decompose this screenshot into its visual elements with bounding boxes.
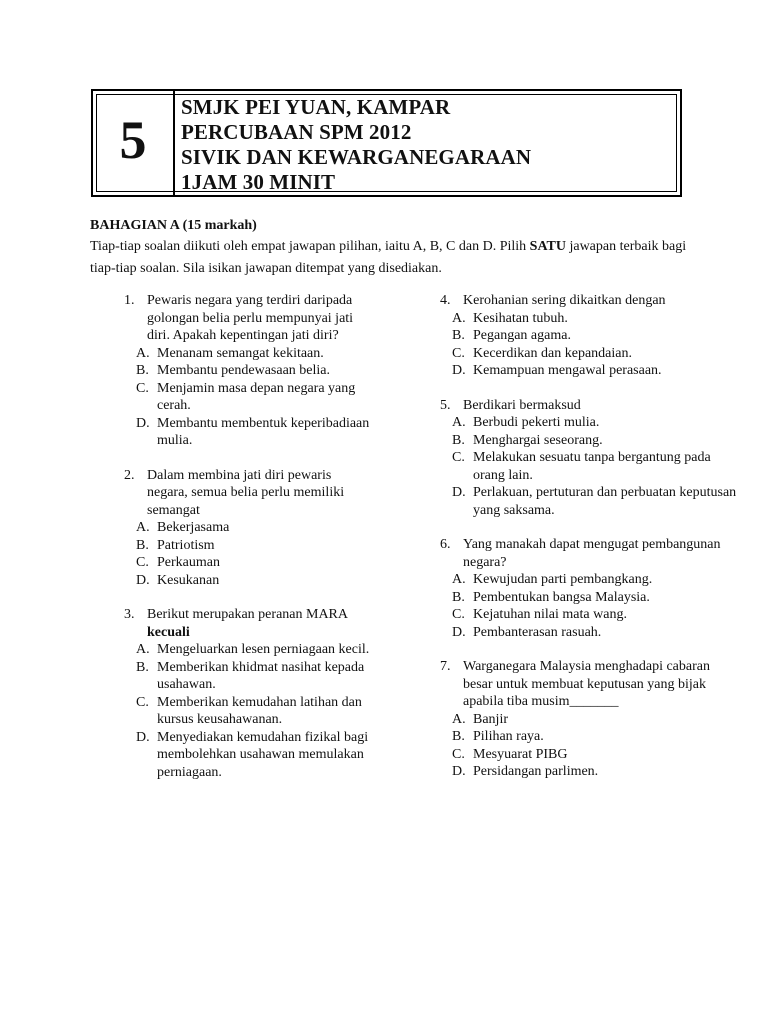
option-a bbox=[136, 641, 374, 659]
question-stem-emphasis: kecuali bbox=[147, 624, 190, 640]
option-text: Menyediakan kemudahan fizikal bagi membolehkan usahawan memulakan perniagaan. bbox=[157, 729, 369, 780]
subject-name: SIVIK DAN KEWARGANEGARAAN bbox=[181, 145, 532, 169]
option-letter: C. bbox=[452, 607, 465, 622]
option-d bbox=[136, 729, 374, 782]
instruction-text-2: jawapan terbaik bagi tiap-tiap soalan. Sila isikan jawapan ditempat yang disediakan. bbox=[90, 239, 687, 276]
option-text: Menghargai seseorang. bbox=[473, 432, 603, 448]
option-text: Membantu membentuk keperibadiaan mulia. bbox=[157, 415, 370, 448]
question-1 bbox=[124, 292, 374, 450]
option-text: Pilihan raya. bbox=[473, 729, 544, 744]
option-letter: D. bbox=[452, 624, 466, 640]
option-d bbox=[452, 763, 740, 781]
instruction-emphasis: SATU bbox=[529, 239, 566, 254]
exam-header-box bbox=[91, 89, 682, 197]
question-stem-text: Berikut merupakan peranan MARA bbox=[147, 607, 348, 622]
option-text: Membantu pendewasaan belia. bbox=[157, 363, 330, 378]
option-text: Bekerjasama bbox=[157, 520, 230, 535]
question-stem bbox=[147, 606, 374, 641]
header-titles bbox=[175, 91, 531, 195]
option-b bbox=[452, 432, 740, 450]
paper-number: 5 bbox=[93, 91, 175, 195]
option-a bbox=[452, 310, 740, 328]
option-c bbox=[136, 554, 374, 572]
question-number: 3. bbox=[124, 607, 135, 622]
option-c bbox=[452, 345, 740, 363]
option-letter: A. bbox=[452, 310, 466, 326]
option-c bbox=[452, 449, 740, 484]
option-d bbox=[452, 362, 740, 380]
option-text: Kesukanan bbox=[157, 572, 220, 588]
option-letter: C. bbox=[452, 450, 465, 465]
option-letter: A. bbox=[452, 415, 466, 430]
option-letter: B. bbox=[136, 363, 149, 378]
option-b bbox=[452, 327, 740, 345]
option-text: Melakukan sesuatu tanpa bergantung pada orang lain. bbox=[473, 450, 711, 483]
option-c bbox=[136, 694, 374, 729]
question-stem: Berdikari bermaksud bbox=[463, 397, 581, 413]
option-letter: A. bbox=[136, 642, 150, 657]
question-stem: Yang manakah dapat mengugat pembangunan negara? bbox=[463, 537, 721, 570]
option-text: Berbudi pekerti mulia. bbox=[473, 415, 600, 430]
option-text: Persidangan parlimen. bbox=[473, 764, 599, 779]
option-letter: C. bbox=[136, 694, 149, 710]
option-letter: A. bbox=[452, 572, 466, 587]
exam-name: PERCUBAAN SPM 2012 bbox=[181, 120, 412, 144]
option-letter: D. bbox=[136, 572, 150, 588]
option-letter: B. bbox=[136, 537, 149, 553]
option-letter: C. bbox=[452, 345, 465, 361]
option-a bbox=[452, 414, 740, 432]
option-letter: A. bbox=[136, 345, 150, 361]
option-letter: C. bbox=[136, 380, 149, 396]
option-letter: A. bbox=[452, 711, 466, 727]
option-b bbox=[136, 537, 374, 555]
option-letter: D. bbox=[452, 363, 466, 378]
question-stem: Pewaris negara yang terdiri daripada golongan belia perlu mempunyai jati diri. Apakah kepentingan jati diri? bbox=[147, 293, 354, 343]
option-letter: B. bbox=[136, 659, 149, 675]
option-text: Pembentukan bangsa Malaysia. bbox=[473, 589, 650, 605]
option-b bbox=[136, 362, 374, 380]
question-5 bbox=[440, 397, 740, 520]
option-text: Pembanterasan rasuah. bbox=[473, 624, 602, 640]
option-d bbox=[136, 572, 374, 590]
option-letter: C. bbox=[452, 746, 465, 762]
option-a bbox=[452, 571, 740, 589]
option-text: Perkauman bbox=[157, 555, 220, 570]
option-c bbox=[452, 746, 740, 764]
option-a bbox=[136, 519, 374, 537]
option-letter: D. bbox=[136, 729, 150, 745]
option-letter: B. bbox=[452, 589, 465, 605]
option-text: Pegangan agama. bbox=[473, 328, 571, 343]
option-d bbox=[452, 624, 740, 642]
option-text: Perlakuan, pertuturan dan perbuatan keputusan yang saksama. bbox=[473, 485, 737, 518]
question-number: 4. bbox=[440, 293, 451, 308]
option-c bbox=[136, 380, 374, 415]
option-letter: D. bbox=[452, 485, 466, 500]
option-text: Kesihatan tubuh. bbox=[473, 310, 568, 326]
question-3 bbox=[124, 606, 374, 781]
option-letter: C. bbox=[136, 555, 149, 570]
question-number: 5. bbox=[440, 397, 451, 413]
option-letter: B. bbox=[452, 328, 465, 343]
option-b bbox=[452, 589, 740, 607]
option-text: Memberikan khidmat nasihat kepada usahawan. bbox=[157, 659, 365, 692]
option-letter: B. bbox=[452, 729, 465, 744]
question-number: 7. bbox=[440, 659, 451, 674]
option-text: Kewujudan parti pembangkang. bbox=[473, 572, 653, 587]
exam-duration: 1JAM 30 MINIT bbox=[181, 170, 336, 194]
question-7 bbox=[440, 658, 740, 781]
option-b bbox=[136, 659, 374, 694]
option-letter: D. bbox=[452, 764, 466, 779]
option-b bbox=[452, 728, 740, 746]
option-d bbox=[452, 484, 740, 519]
option-letter: A. bbox=[136, 520, 150, 535]
section-instructions bbox=[90, 236, 690, 280]
question-2 bbox=[124, 467, 374, 590]
question-4 bbox=[440, 292, 740, 380]
option-text: Banjir bbox=[473, 711, 508, 727]
option-text: Patriotism bbox=[157, 537, 215, 553]
question-number: 1. bbox=[124, 293, 135, 308]
questions-right-column bbox=[440, 292, 740, 798]
option-text: Kejatuhan nilai mata wang. bbox=[473, 607, 627, 622]
option-d bbox=[136, 415, 374, 450]
question-stem: Kerohanian sering dikaitkan dengan bbox=[463, 293, 666, 308]
questions-left-column bbox=[124, 292, 374, 798]
option-text: Mesyuarat PIBG bbox=[473, 746, 568, 762]
school-name: SMJK PEI YUAN, KAMPAR bbox=[181, 95, 451, 119]
question-stem: Warganegara Malaysia menghadapi cabaran besar untuk membuat keputusan yang bijak apabila tiba musim_______ bbox=[463, 659, 710, 709]
option-c bbox=[452, 606, 740, 624]
section-title: BAHAGIAN A (15 markah) bbox=[90, 218, 257, 233]
question-6 bbox=[440, 536, 740, 641]
option-letter: D. bbox=[136, 415, 150, 431]
question-stem: Dalam membina jati diri pewaris negara, semua belia perlu memiliki semangat bbox=[147, 467, 345, 518]
option-text: Mengeluarkan lesen perniagaan kecil. bbox=[157, 642, 370, 657]
option-text: Kecerdikan dan kepandaian. bbox=[473, 345, 632, 361]
option-a bbox=[136, 345, 374, 363]
question-number: 6. bbox=[440, 537, 451, 552]
option-a bbox=[452, 711, 740, 729]
option-text: Menanam semangat kekitaan. bbox=[157, 345, 324, 361]
option-letter: B. bbox=[452, 432, 465, 448]
question-number: 2. bbox=[124, 467, 135, 483]
option-text: Memberikan kemudahan latihan dan kursus keusahawanan. bbox=[157, 694, 362, 727]
option-text: Menjamin masa depan negara yang cerah. bbox=[157, 380, 356, 413]
instruction-text-1: Tiap-tiap soalan diikuti oleh empat jawapan pilihan, iaitu A, B, C dan D. Pilih bbox=[90, 239, 530, 254]
option-text: Kemampuan mengawal perasaan. bbox=[473, 363, 662, 378]
